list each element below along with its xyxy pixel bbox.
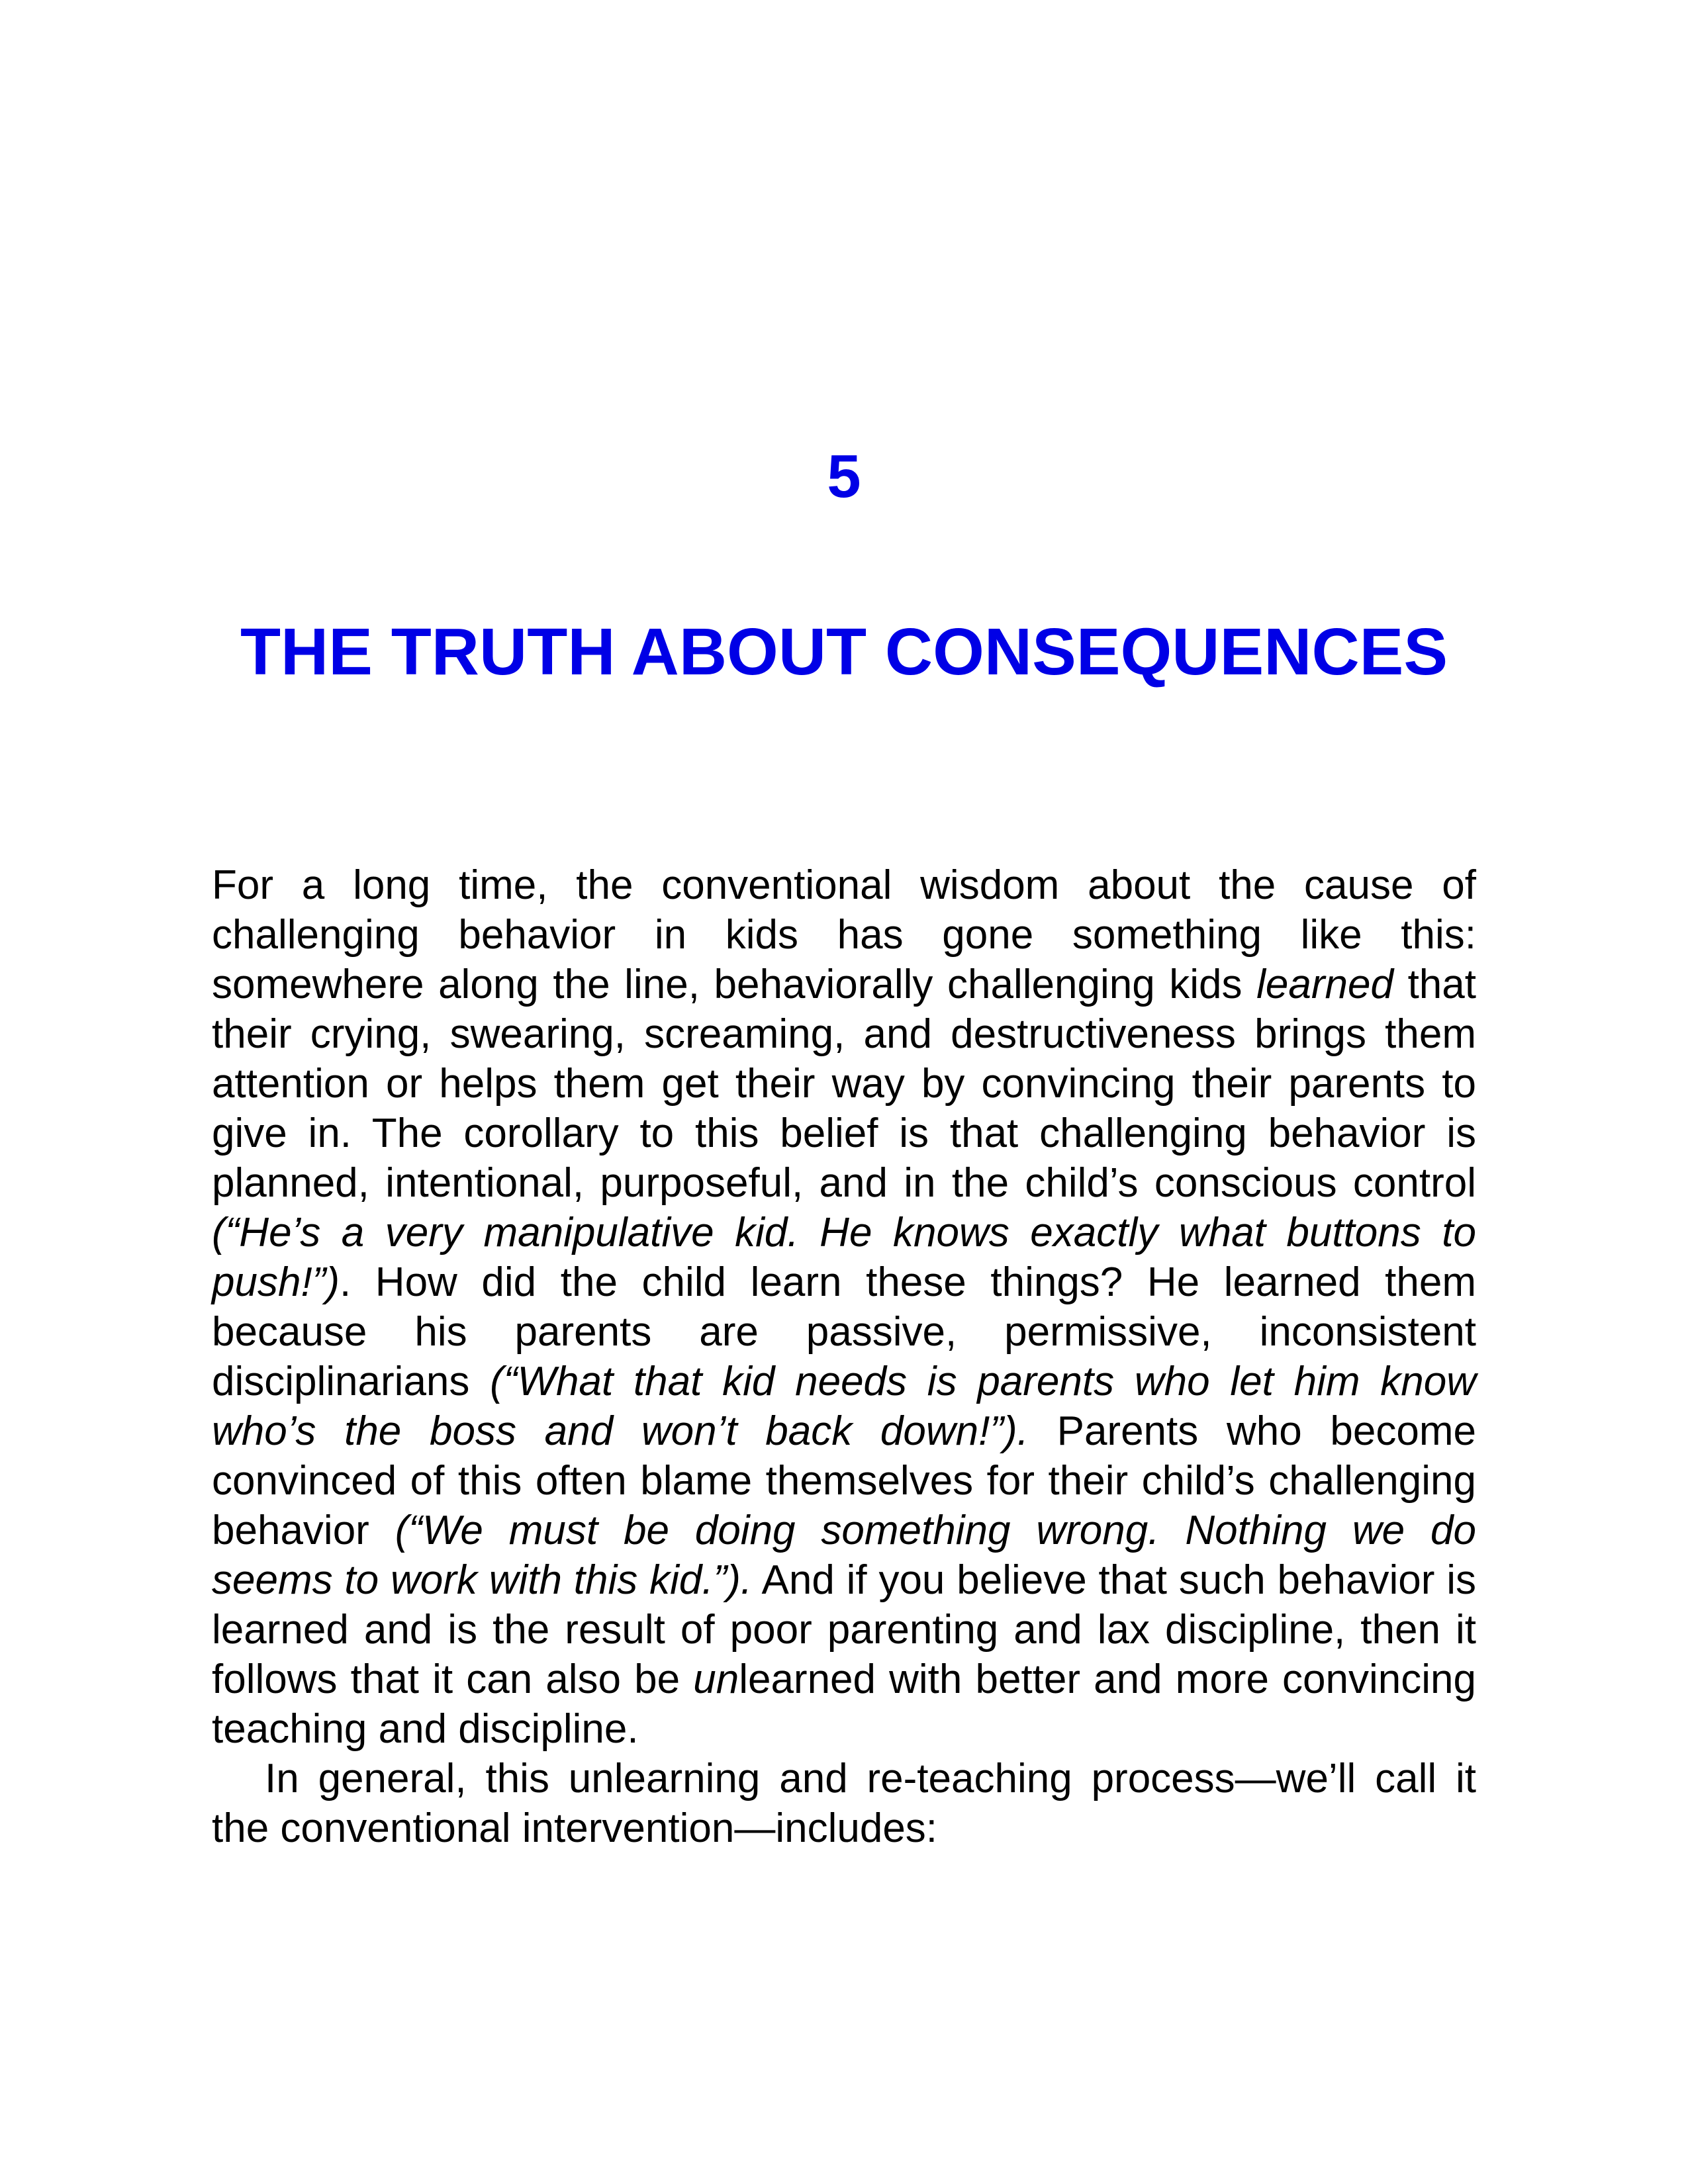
text-run: For a long time, the conventional wisdom about the cause of challenging behavior in kids has gone something like this: somewhere along the line, behaviorally challenging kids <box>212 862 1476 1007</box>
paragraph-intro <box>212 860 1476 1754</box>
chapter-number: 5 <box>827 443 861 510</box>
body-text <box>212 860 1476 1853</box>
text-run: In general, this unlearning and re-teaching process—we’ll call it the conventional intervention—includes: <box>212 1756 1476 1851</box>
text-run: . How did the child learn these things? He learned them because his parents are passive, permissive, inconsistent disciplinarians <box>212 1259 1476 1404</box>
emphasis-run: learned <box>1256 962 1393 1007</box>
text-run: Parents who become convinced of this often blame themselves for their child’s challenging behavior <box>212 1408 1476 1553</box>
paragraph-conventional-intervention <box>212 1754 1476 1853</box>
text-run: that their crying, swearing, screaming, and destructiveness brings them attention or helps them get their way by convincing their parents to give in. The corollary to this belief is that challenging behavior is planned, intentional, purposeful, and in the child’s conscious control <box>212 962 1476 1206</box>
text-run: learned with better and more convincing teaching and discipline. <box>212 1657 1476 1752</box>
quote-run: (“We must be doing something wrong. Nothing we do seems to work with this kid.”). <box>212 1508 1476 1603</box>
quote-run: (“He’s a very manipulative kid. He knows exactly what buttons to push!”) <box>212 1210 1476 1305</box>
chapter-title: THE TRUTH ABOUT CONSEQUENCES <box>240 615 1448 689</box>
text-run: And if you believe that such behavior is learned and is the result of poor parenting and lax discipline, then it follows that it can also be <box>212 1557 1476 1702</box>
emphasis-run: un <box>693 1657 739 1702</box>
quote-run: (“What that kid needs is parents who let him know who’s the boss and won’t back down!”). <box>212 1359 1476 1454</box>
